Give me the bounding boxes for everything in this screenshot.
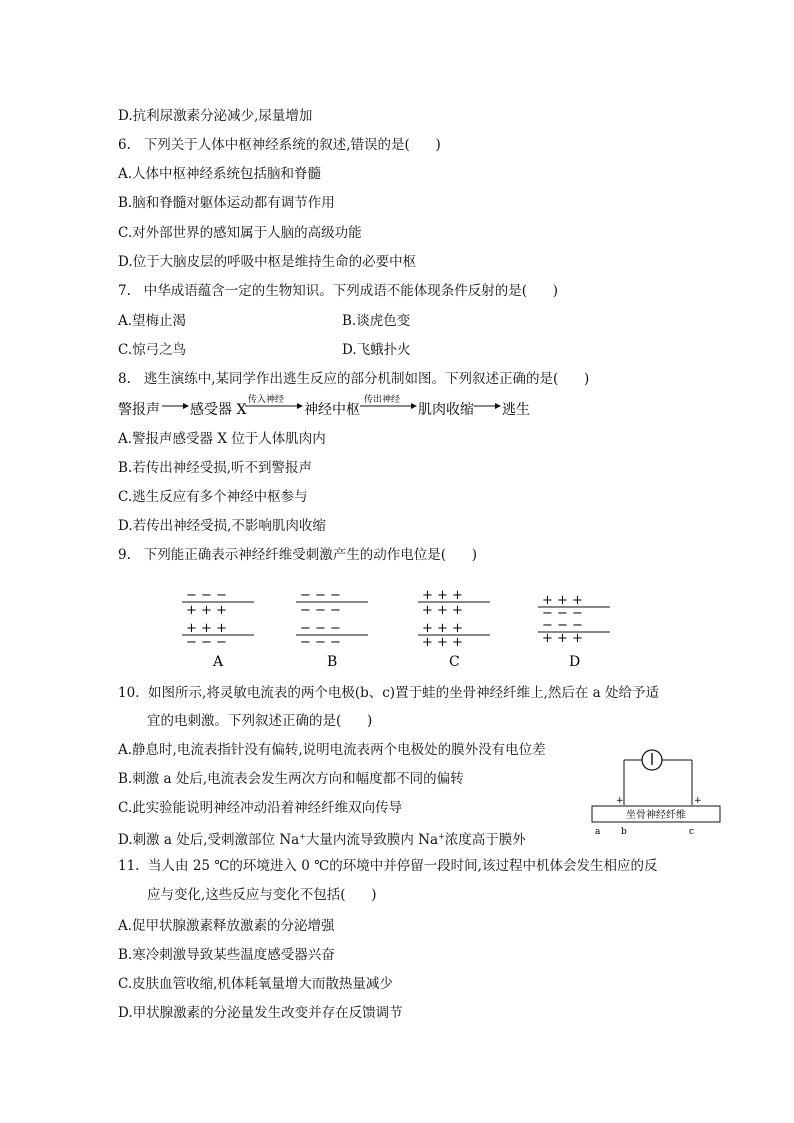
q11-option-b: B.寒冷刺激导致某些温度感受器兴奋 xyxy=(118,947,335,963)
q10-option-a: A.静息时,电流表指针没有偏转,说明电流表两个电极处的膜外没有电位差 xyxy=(118,742,546,758)
q8-option-d: D.若传出神经受损,不影响肌肉收缩 xyxy=(118,518,326,534)
q6-option-c: C.对外部世界的感知属于人脑的高级功能 xyxy=(118,225,362,241)
flow-node-alarm: 警报声 xyxy=(118,402,160,418)
q7-option-c: C.惊弓之鸟 xyxy=(118,342,187,358)
membrane-b-label: B xyxy=(327,654,338,670)
q10-d-text-2: 大量内流导致膜内 Na xyxy=(305,832,439,848)
membrane-a-label: A xyxy=(213,654,224,670)
point-c-label: c xyxy=(689,827,695,837)
q10-d-text-3: 浓度高于膜外 xyxy=(444,832,526,848)
membrane-b-row3: − − − xyxy=(300,621,341,636)
membrane-a-row3: + + + xyxy=(186,621,227,636)
membrane-c-label: C xyxy=(449,654,460,670)
galvanometer-diagram xyxy=(588,742,728,842)
flow-label-afferent: 传入神经 xyxy=(248,395,285,405)
q9-stem: 9. 下列能正确表示神经纤维受刺激产生的动作电位是( ) xyxy=(118,547,478,563)
q11-stem-line1: 11. 当人由 25 ℃的环境进入 0 ℃的环境中并停留一段时间,该过程中机体会发生相应的反 xyxy=(118,858,658,874)
flow-node-center: 神经中枢 xyxy=(304,402,360,418)
membrane-option-d xyxy=(538,593,610,670)
q10-option-b: B.刺激 a 处后,电流表会发生两次方向和幅度都不同的偏转 xyxy=(118,771,464,787)
membrane-option-c xyxy=(418,588,490,670)
q6-option-d: D.位于大脑皮层的呼吸中枢是维持生命的必要中枢 xyxy=(118,254,417,270)
q10-d-sup-1: + xyxy=(299,832,306,841)
q8-stem: 8. 逃生演练中,某同学作出逃生反应的部分机制如图。下列叙述正确的是( ) xyxy=(118,371,590,387)
q10-stem-line2: 宜的电刺激。下列叙述正确的是( ) xyxy=(147,713,373,729)
membrane-c-row1: + + + xyxy=(422,588,463,603)
q11-option-c: C.皮肤血管收缩,机体耗氧量增大而散热量减少 xyxy=(118,976,393,992)
membrane-potential-options xyxy=(170,584,630,674)
q10-option-c: C.此实验能说明神经冲动沿着神经纤维双向传导 xyxy=(118,800,403,816)
flow-node-muscle: 肌肉收缩 xyxy=(418,402,474,418)
q8-option-b: B.若传出神经受损,听不到警报声 xyxy=(118,460,313,476)
q7-stem: 7. 中华成语蕴含一定的生物知识。下列成语不能体现条件反射的是( ) xyxy=(118,283,559,299)
q6-option-b: B.脑和脊髓对躯体运动都有调节作用 xyxy=(118,195,335,211)
membrane-a-row4: − − − xyxy=(186,635,227,650)
membrane-option-a xyxy=(182,588,254,670)
q7-option-d: D.飞蛾扑火 xyxy=(342,342,411,358)
membrane-d-row2: − − − xyxy=(542,606,583,621)
membrane-b-row2: − − − xyxy=(300,603,341,618)
q11-option-a: A.促甲状腺激素释放激素的分泌增强 xyxy=(118,918,335,934)
membrane-c-row2: + + + xyxy=(422,603,463,618)
q6-option-a: A.人体中枢神经系统包括脑和脊髓 xyxy=(118,166,322,182)
q7-option-b: B.谈虎色变 xyxy=(342,313,411,329)
q10-d-text-1: D.刺激 a 处后,受刺激部位 Na xyxy=(118,832,300,848)
membrane-c-row4: + + + xyxy=(422,635,463,650)
flow-node-receptor: 感受器 X xyxy=(190,402,247,418)
membrane-a-row2: + + + xyxy=(186,603,227,618)
point-b-label: b xyxy=(621,827,627,837)
q6-stem: 6. 下列关于人体中枢神经系统的叙述,错误的是( ) xyxy=(118,137,441,153)
q8-option-a: A.警报声感受器 X 位于人体肌肉内 xyxy=(118,431,326,447)
electrode-c-plus: + xyxy=(694,796,702,806)
membrane-b-row1: − − − xyxy=(300,588,341,603)
membrane-d-label: D xyxy=(569,654,581,670)
membrane-d-row4: + + + xyxy=(542,631,583,646)
nerve-fiber-label: 坐骨神经纤维 xyxy=(626,810,686,821)
q10-option-d xyxy=(118,828,526,849)
q11-stem-line2: 应与变化,这些反应与变化不包括( ) xyxy=(147,887,377,903)
membrane-d-row3: − − − xyxy=(542,618,583,633)
point-a-label: a xyxy=(595,827,601,837)
q8-option-c: C.逃生反应有多个神经中枢参与 xyxy=(118,489,308,505)
q10-d-sup-2: + xyxy=(438,832,445,841)
membrane-d-row1: + + + xyxy=(542,593,583,608)
q7-option-a: A.望梅止渴 xyxy=(118,313,187,329)
q10-stem-line1: 10. 如图所示,将灵敏电流表的两个电极(b、c)置于蛙的坐骨神经纤维上,然后在 a 处给予适 xyxy=(118,685,660,701)
flow-node-escape: 逃生 xyxy=(502,402,530,418)
membrane-c-row3: + + + xyxy=(422,621,463,636)
flow-label-efferent: 传出神经 xyxy=(364,395,401,405)
electrode-b-plus: + xyxy=(616,796,624,806)
q11-option-d: D.甲状腺激素的分泌量发生改变并存在反馈调节 xyxy=(118,1005,403,1021)
membrane-option-b xyxy=(296,588,368,670)
membrane-a-row1: − − − xyxy=(186,588,227,603)
q5-option-d: D.抗利尿激素分泌减少,尿量增加 xyxy=(118,108,313,124)
reflex-flow-diagram xyxy=(118,393,538,423)
membrane-b-row4: − − − xyxy=(300,635,341,650)
